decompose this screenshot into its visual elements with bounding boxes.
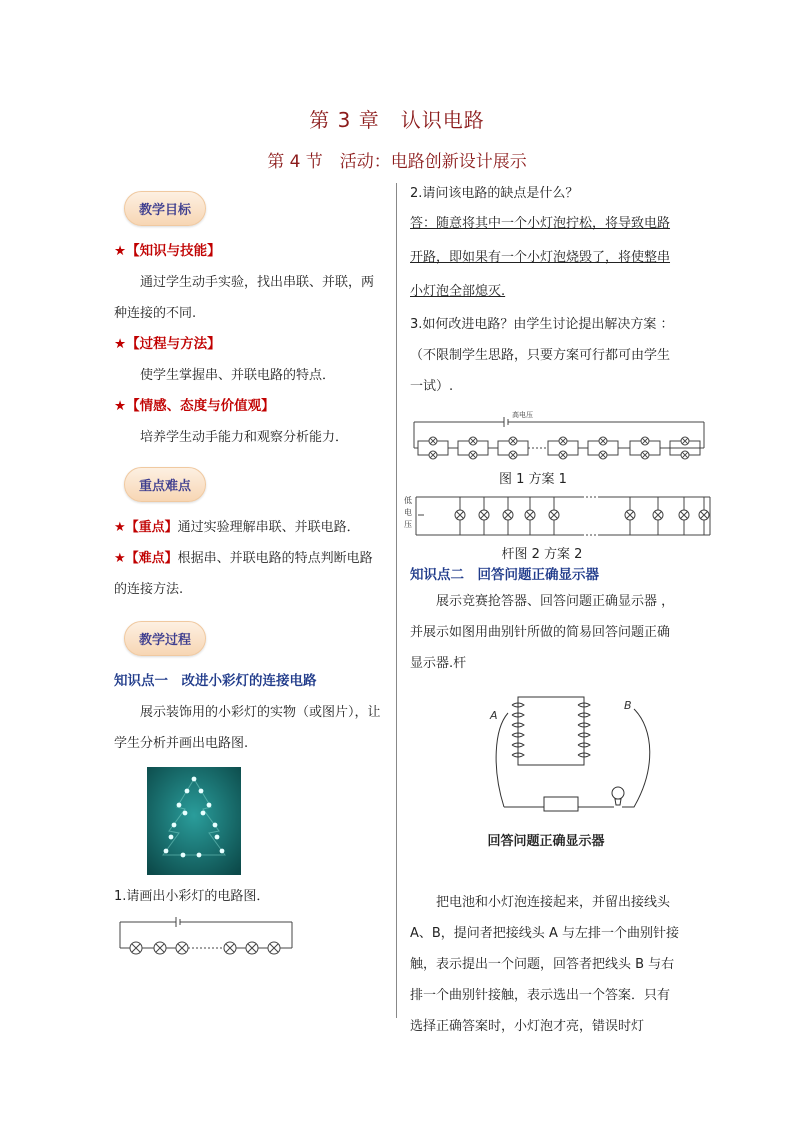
sketch-caption: 回答问题正确显示器 bbox=[487, 834, 605, 849]
series-circuit-diagram bbox=[116, 914, 296, 958]
scheme-2-voltage-char-2: 电 bbox=[404, 508, 412, 517]
right-column bbox=[404, 183, 682, 1042]
scheme-1-caption: 图 1 方案 1 bbox=[499, 472, 567, 487]
key-point-line bbox=[114, 512, 382, 543]
answer-indicator-sketch bbox=[484, 689, 684, 829]
scheme-1-lamp-groups bbox=[414, 437, 704, 459]
difficulty-text: 根据串、并联电路的特点判断电路的连接方法. bbox=[114, 551, 373, 597]
scheme-2-diagram bbox=[404, 491, 714, 541]
question-2: 2.请问该电路的缺点是什么？ bbox=[410, 186, 579, 201]
knowledge-point-2-text: 展示竞赛抢答器、回答问题正确显示器 ，并展示如图用曲别针所做的简易回答问题正确显示器.杆 bbox=[410, 594, 675, 671]
left-column bbox=[114, 183, 382, 958]
scheme-2-voltage-char-1: 低 bbox=[404, 496, 412, 505]
scheme-2-caption: 杆图 2 方案 2 bbox=[501, 547, 583, 562]
knowledge-point-1-text: 展示装饰用的小彩灯的实物（或图片），让学生分析并画出电路图. bbox=[114, 705, 381, 751]
difficulty-label: ★【难点】 bbox=[114, 551, 178, 566]
scheme-2-lamps bbox=[455, 497, 709, 535]
knowledge-heading: ★【知识与技能】 bbox=[114, 243, 221, 259]
emotion-heading: ★【情感、态度与价值观】 bbox=[114, 398, 275, 414]
question-3: 3.如何改进电路？由学生讨论提出解决方案 ： bbox=[410, 317, 674, 332]
key-pill: 重点难点 bbox=[124, 467, 206, 502]
key-label: ★【重点】 bbox=[114, 520, 178, 535]
goals-pill: 教学目标 bbox=[124, 191, 206, 226]
answer-2: 答：随意将其中一个小灯泡拧松，将导致电路开路，即如果有一个小灯泡烧毁了，将使整串小灯泡全部熄灭. bbox=[410, 216, 671, 299]
knowledge-text: 通过学生动手实验，找出串联、并联，两种连接的不同. bbox=[114, 275, 375, 321]
question-3-note: （不限制学生思路，只要方案可行都可由学生一试）. bbox=[410, 348, 671, 394]
chapter-title: 第 3 章 认识电路 bbox=[309, 108, 485, 132]
string-lights-photo bbox=[147, 767, 241, 875]
section-title: 第 4 节 活动：电路创新设计展示 bbox=[267, 152, 527, 172]
process-pill: 教学过程 bbox=[124, 621, 206, 656]
process-text: 使学生掌握串、并联电路的特点． bbox=[140, 368, 336, 383]
difficulty-line bbox=[114, 543, 382, 605]
scheme-1-voltage-label: 高电压 bbox=[512, 411, 533, 419]
emotion-text: 培养学生动手能力和观察分析能力． bbox=[140, 430, 349, 445]
knowledge-point-1-title: 知识点一 改进小彩灯的连接电路 bbox=[114, 673, 317, 689]
final-paragraph: 把电池和小灯泡连接起来，并留出接线头 A、B，提问者把接线头 A 与左排一个曲别针接触，表示提出一个问题，回答者把线头 B 与右排一个曲别针接触，表示选出一个答案．只有选择正确答案时，小灯泡才亮，错误时灯 bbox=[410, 895, 679, 1034]
column-divider bbox=[396, 183, 397, 1018]
knowledge-point-2-title: 知识点二 回答问题正确显示器 bbox=[410, 567, 599, 583]
sketch-label-b: B bbox=[624, 699, 632, 712]
sketch-label-a: A bbox=[490, 709, 498, 722]
key-text: 通过实验理解串联、并联电路． bbox=[177, 520, 360, 535]
scheme-1-diagram bbox=[408, 408, 708, 466]
process-heading: ★【过程与方法】 bbox=[114, 336, 221, 352]
scheme-2-voltage-char-3: 压 bbox=[404, 520, 412, 529]
question-1: 1.请画出小彩灯的电路图． bbox=[114, 889, 270, 904]
